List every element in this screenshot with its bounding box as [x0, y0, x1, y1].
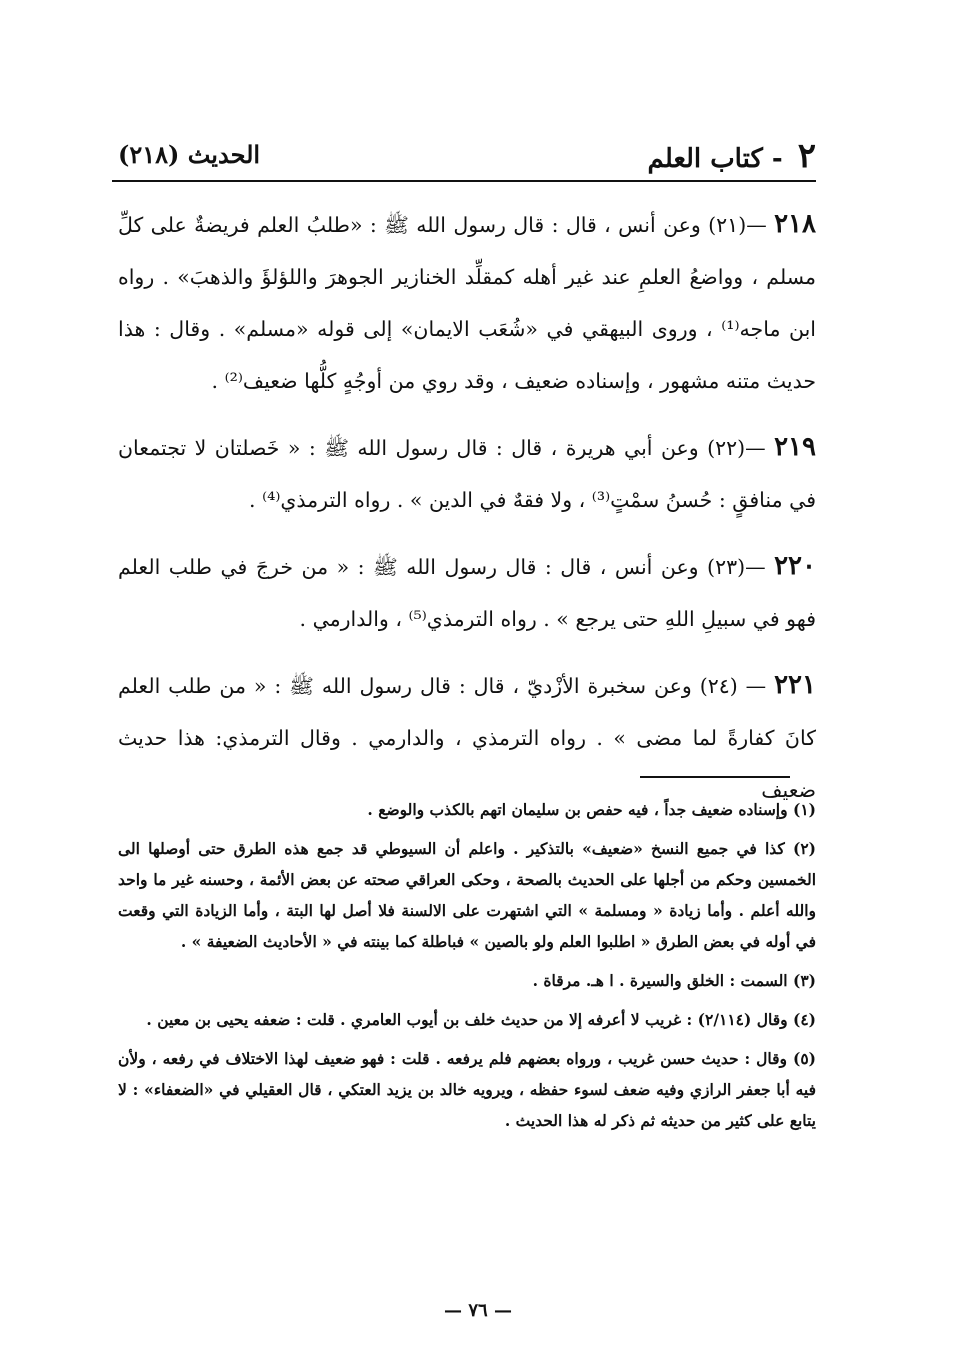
- footnote-2: (٢) كذا في جميع النسخ «ضعيف» بالتذكير . واعلم أن السيوطي قد جمع هذه الطرق حتى أوصلها الى الخمسين وحكم من أجلها على الحديث بالصحة ، وحكى العراقي صحته عن بعض الأئمة ، وحسنه غير ما واحد والله أعلم . وأما زيادة « ومسلمة » التي اشتهرت على الالسنة فلا أصل لها البتة ، وأما الزيادة التي وقعت في أوله في بعض الطرق « اطلبوا العلم ولو بالصين » فباطلة كما بينته في « الأحاديث الضعيفة » .: [118, 839, 816, 951]
- hadith-text: —(٢١) وعن أنس ، قال : قال رسول الله ﷺ : «طلبُ العلم فريضةٌ على كلِّ مسلم ، وواضعُ العلمِ عند غير أهله كمقلِّد الخنازير الجوهرَ واللؤلؤَ والذهبَ» . رواه ابن ماجه⁽¹⁾ ، وروى البيهقي في «شُعَب الايمان» إلى قوله «مسلم» . وقال : هذا حديث متنه مشهور ، وإسناده ضعيف ، وقد روي من أوجُهٍ كلُّها ضعيف⁽²⁾ .: [118, 213, 816, 393]
- footnote-5: (٥) وقال : حديث حسن غريب ، ورواه بعضهم فلم يرفعه . قلت : فهو ضعيف لهذا الاختلاف في رفعه ، ولأن فيه أبا جعفر الرازي وفيه ضعف لسوء حفظه ، ويرويه خالد بن يزيد العتكي ، قال العقيلي في «الضعفاء» : لا يتابع على كثير من حديثه ثم ذكر له هذا الحديث .: [118, 1049, 816, 1130]
- footnote-separator: [640, 776, 790, 778]
- footnote-1: (١) وإسناده ضعيف جداً ، فيه حفص بن سليمان اتهم بالكذب والوضع .: [367, 800, 816, 819]
- footnote-4: (٤) وقال (٢/١١٤) : غريب لا أعرفه إلا من حديث خلف بن أيوب العامري . قلت : ضعفه يحيى بن معين .: [146, 1010, 816, 1029]
- main-text: [118, 198, 816, 830]
- chapter-number: ٢: [797, 136, 816, 176]
- hadith-text: — (٢٤) وعن سخبرة الأزْديّ ، قال : قال رسول الله ﷺ : « من طلب العلم كانَ كفارةً لما مضى » . رواه الترمذي ، والدارمي . وقال الترمذي: هذا حديث ضعيف: [118, 674, 816, 802]
- hadith-218: [118, 198, 816, 407]
- footnotes: [118, 794, 816, 1144]
- hadith-text: —(٢٢) وعن أبي هريرة ، قال : قال رسول الله ﷺ : « خَصلتان لا تجتمعان في منافقٍ : حُسنُ سمْتٍ⁽³⁾ ، ولا فقهٌ في الدين » . رواه الترمذي⁽⁴⁾ .: [118, 436, 816, 512]
- header-rule: [112, 180, 816, 182]
- hadith-text: —(٢٣) وعن أنس ، قال : قال رسول الله ﷺ : « من خرجَ في طلب العلم فهو في سبيلِ اللهِ حتى يرجع » . رواه الترمذي⁽⁵⁾ ، والدارمي .: [118, 555, 816, 631]
- footnote-3: (٣) السمت : الخلق والسيرة . ا هـ. مرقاة .: [532, 971, 816, 990]
- hadith-220: [118, 540, 816, 645]
- hadith-219: [118, 421, 816, 526]
- hadith-number: ٢١٩: [774, 432, 816, 462]
- chapter-title: - كتاب العلم: [647, 144, 783, 174]
- page-number: — ٧٦ —: [444, 1300, 512, 1321]
- hadith-number: ٢١٨: [774, 209, 816, 239]
- hadith-221: [118, 659, 816, 816]
- hadith-number: ٢٢٠: [774, 551, 816, 581]
- running-header-chapter: [648, 136, 816, 176]
- hadith-number: ٢٢١: [774, 670, 816, 700]
- running-header-hadith-ref: الحديث (٢١٨): [118, 140, 261, 169]
